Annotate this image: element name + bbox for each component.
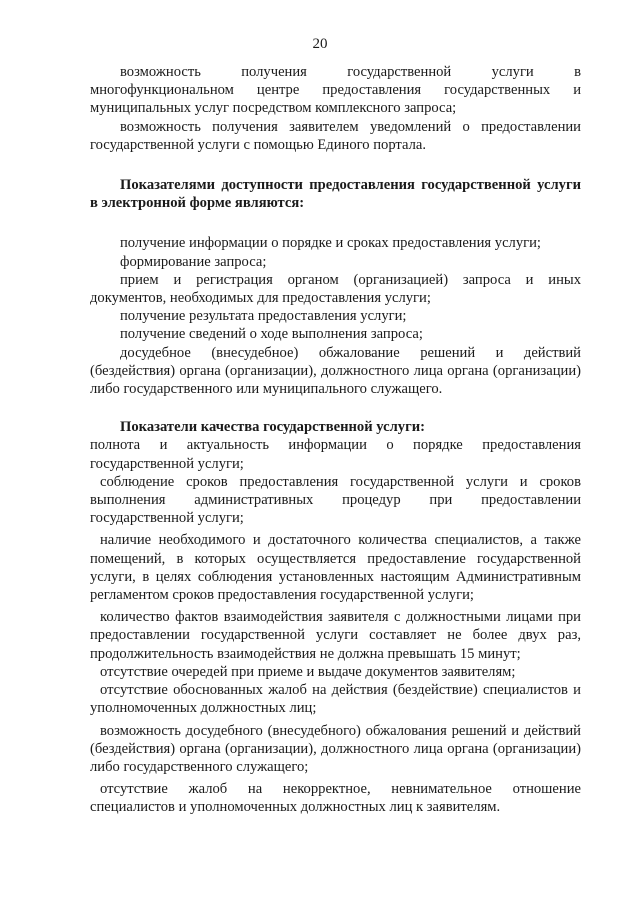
paragraph-request-forming: формирование запроса; [120,253,267,270]
paragraph-no-incorrect-treatment: отсутствие жалоб на некорректное, невнимательное отношение специалистов и уполномоченных должностных лиц к заявителям. [90,781,581,816]
heading-quality-indicators: Показатели качества государственной услуги: [120,419,425,436]
page-number: 20 [312,36,328,52]
paragraph-no-complaints: отсутствие обоснованных жалоб на действия (бездействие) специалистов и уполномоченных должностных лиц; [90,682,581,717]
paragraph-pretrial-appeal: досудебное (внесудебное) обжалование решений и действий (бездействия) органа (организации), должностного лица органа (организации) либо государственного или муниципального служащего. [90,344,581,398]
paragraph-interaction-count: количество фактов взаимодействия заявителя с должностными лицами при предоставлении государственной услуги составляет не более двух раз, продолжительность взаимодействия не должна превышать 15 минут; [90,609,581,662]
heading-electronic-accessibility: Показателями доступности предоставления государственной услуги в электронной форме являются: [90,177,581,212]
paragraph-request-registration: прием и регистрация органом (организацией) запроса и иных документов, необходимых для предоставления услуги; [90,271,581,307]
paragraph-mfc-complex-request: возможность получения государственной услуги в многофункциональном центре предоставления государственных и муниципальных услуг посредством комплексного запроса; [90,64,581,117]
paragraph-specialists-premises: наличие необходимого и достаточного количества специалистов, а также помещений, в которых осуществляется предоставление государственной услуги, в целях соблюдения установленных настоящим Административным регламентом сроков предоставления государственной услуги; [90,532,581,604]
paragraph-no-queues: отсутствие очередей при приеме и выдаче документов заявителям; [100,663,516,680]
paragraph-deadlines-compliance: соблюдение сроков предоставления государственной услуги и сроков выполнения административных процедур при предоставлении государственной услуги; [90,473,581,527]
paragraph-progress-info: получение сведений о ходе выполнения запроса; [120,326,423,343]
paragraph-info-completeness: полнота и актуальность информации о порядке предоставления государственной услуги; [90,437,581,472]
paragraph-appeal-possibility: возможность досудебного (внесудебного) обжалования решений и действий (бездействия) органа (организации), должностного лица органа (организации) либо государственного служащего; [90,722,581,775]
paragraph-result-receipt: получение результата предоставления услуги; [120,308,407,325]
document-body [90,63,581,817]
paragraph-info-order-terms: получение информации о порядке и сроках предоставления услуги; [120,235,541,252]
paragraph-portal-notifications: возможность получения заявителем уведомлений о предоставлении государственной услуги с помощью Единого портала. [90,118,581,153]
